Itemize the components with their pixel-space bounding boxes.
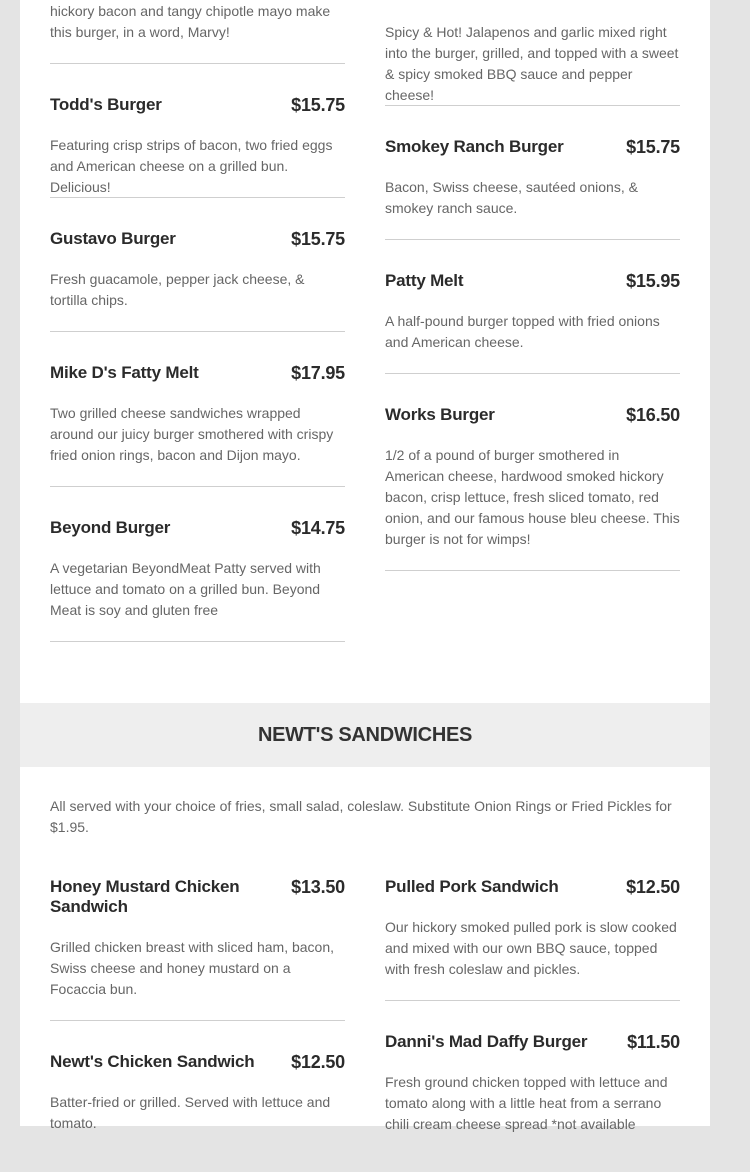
menu-item-todds-burger <box>50 95 345 198</box>
menu-item-gustavo-burger <box>50 229 345 332</box>
item-price: $15.75 <box>291 229 345 249</box>
item-name: Works Burger <box>385 405 495 424</box>
item-price: $15.75 <box>626 137 680 157</box>
item-price: $13.50 <box>291 877 345 897</box>
menu-item-dannis-mad-daffy-burger <box>385 1032 680 1172</box>
menu-item-works-burger <box>385 405 680 571</box>
menu-item-patty-melt <box>385 271 680 374</box>
item-description: A vegetarian BeyondMeat Patty served with lettuce and tomato on a grilled bun. Beyond Meat is soy and gluten free <box>50 560 321 618</box>
menu-item-honey-mustard-chicken-sandwich <box>50 877 345 1021</box>
item-name: Danni's Mad Daffy Burger <box>385 1032 588 1051</box>
item-name: Mike D's Fatty Melt <box>50 363 199 382</box>
menu-item-mike-ds-fatty-melt <box>50 363 345 487</box>
item-price: $17.95 <box>291 363 345 383</box>
item-price: $12.50 <box>626 877 680 897</box>
item-description: A half-pound burger topped with fried onions and American cheese. <box>385 313 660 350</box>
item-description: Grilled chicken breast with sliced ham, bacon, Swiss cheese and honey mustard on a Focaccia bun. <box>50 939 335 997</box>
item-description: hickory bacon and tangy chipotle mayo make this burger, in a word, Marvy! <box>50 3 331 40</box>
item-description: Fresh ground chicken topped with lettuce and tomato along with a little heat from a serrano chili cream cheese spread *not available <box>385 1074 668 1132</box>
item-price: $11.50 <box>627 1032 680 1052</box>
item-name: Pulled Pork Sandwich <box>385 877 559 896</box>
menu-item-newts-chicken-sandwich <box>50 1052 345 1172</box>
item-price: $15.75 <box>291 95 345 115</box>
divider <box>385 105 680 106</box>
item-name: Todd's Burger <box>50 95 162 114</box>
menu-card <box>20 0 710 1132</box>
item-name: Gustavo Burger <box>50 229 176 248</box>
divider <box>50 63 345 64</box>
menu-item-beyond-burger <box>50 518 345 642</box>
item-description: Featuring crisp strips of bacon, two fried eggs and American cheese on a grilled bun. Delicious! <box>50 137 333 195</box>
item-price: $12.50 <box>291 1052 345 1072</box>
menu-item-pulled-pork-sandwich <box>385 877 680 1001</box>
item-name: Patty Melt <box>385 271 464 290</box>
item-name: Honey Mustard Chicken Sandwich <box>50 877 240 916</box>
item-name: Smokey Ranch Burger <box>385 137 564 156</box>
item-description: Spicy & Hot! Jalapenos and garlic mixed right into the burger, grilled, and topped with a sweet & spicy smoked BBQ sauce and pepper cheese! <box>385 24 679 103</box>
item-description: 1/2 of a pound of burger smothered in American cheese, hardwood smoked hickory bacon, crisp lettuce, fresh sliced tomato, red onion, and our famous house bleu cheese. This burger is not for wimps! <box>385 447 680 547</box>
section-note: All served with your choice of fries, small salad, coleslaw. Substitute Onion Rings or Fried Pickles for $1.95. <box>50 798 672 835</box>
item-price: $16.50 <box>626 405 680 425</box>
item-price: $14.75 <box>291 518 345 538</box>
item-price: $15.95 <box>626 271 680 291</box>
item-description: Our hickory smoked pulled pork is slow cooked and mixed with our own BBQ sauce, topped with fresh coleslaw and pickles. <box>385 919 677 977</box>
item-name: Beyond Burger <box>50 518 171 537</box>
section-title: NEWT'S SANDWICHES <box>257 724 473 746</box>
item-description: Fresh guacamole, pepper jack cheese, & tortilla chips. <box>50 271 305 308</box>
section-header <box>20 703 710 767</box>
menu-item-smokey-ranch-burger <box>385 137 680 240</box>
item-description: Batter-fried or grilled. Served with lettuce and tomato. <box>50 1094 331 1131</box>
item-description: Two grilled cheese sandwiches wrapped around our juicy burger smothered with crispy fried onion rings, bacon and Dijon mayo. <box>50 405 334 463</box>
item-name: Newt's Chicken Sandwich <box>50 1052 255 1071</box>
item-description: Bacon, Swiss cheese, sautéed onions, & smokey ranch sauce. <box>385 179 638 216</box>
